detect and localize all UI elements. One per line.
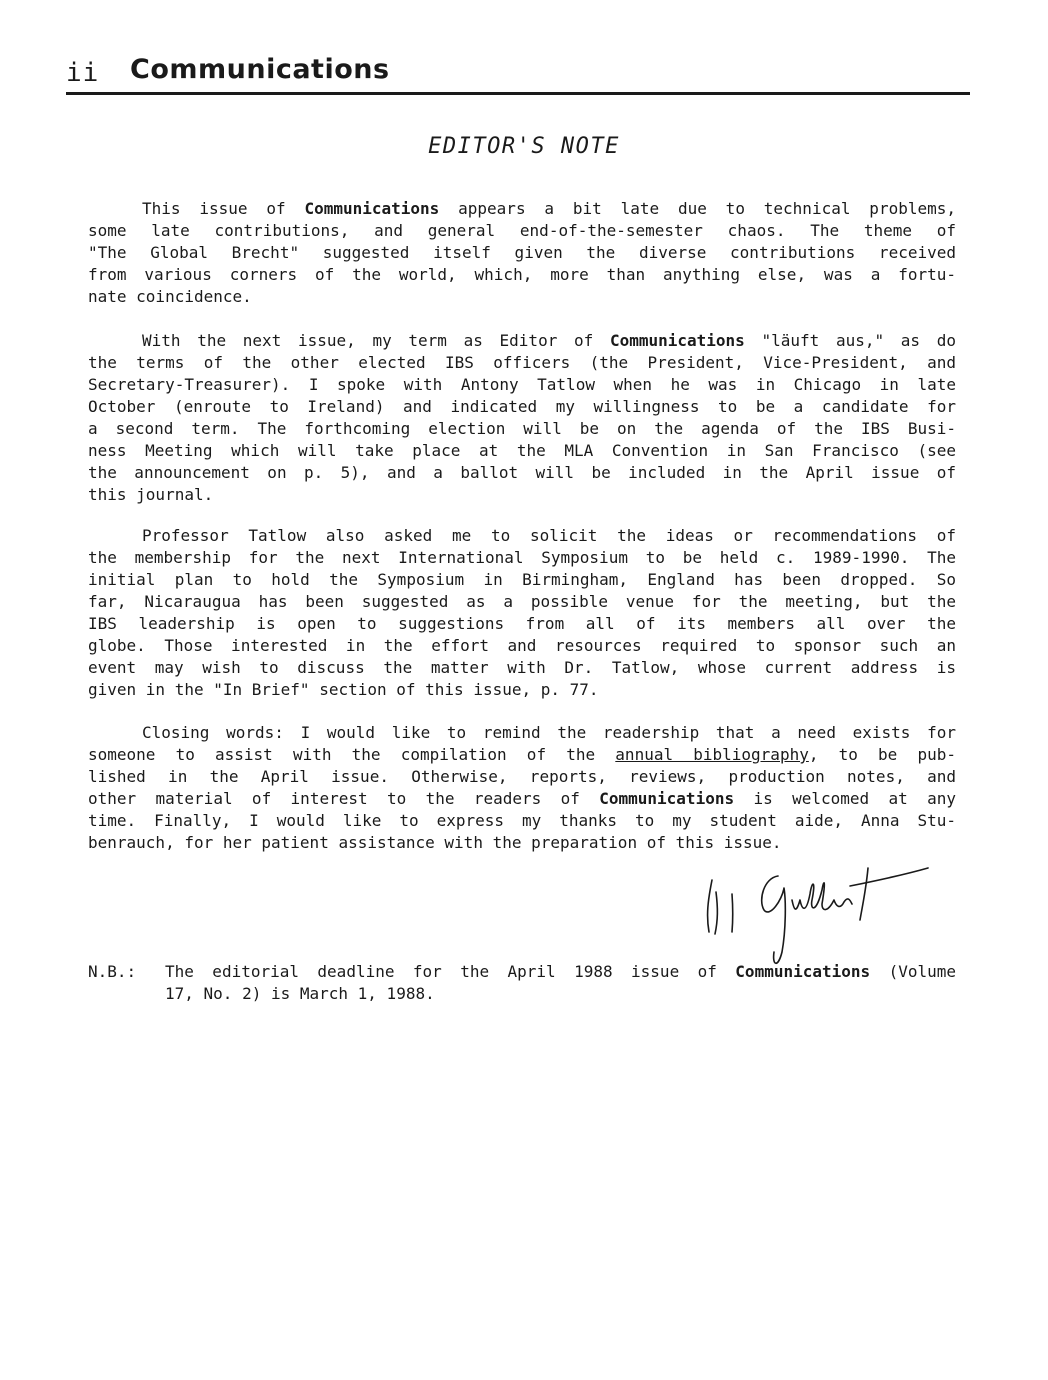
text-line [88,569,956,591]
text-run: (Volume [870,962,956,981]
text-line [88,352,956,374]
journal-name-bold: Communications [304,199,440,218]
text-line [88,484,956,506]
journal-title: Communications [130,54,390,85]
text-run: , to be pub- [808,745,957,764]
text-line [88,220,956,242]
text-line [88,679,956,701]
text-line [88,635,956,657]
underlined-text: annual bibliography [615,745,809,764]
text-line [88,810,956,832]
paragraph-3 [88,525,956,701]
text-line [88,613,956,635]
text-line [88,462,956,484]
text-line [88,286,956,308]
paragraph-1 [88,198,956,308]
text-run: this journal. [88,485,214,504]
text-run: Closing words: I would like to remind the readership that a need exists for [142,723,956,742]
text-run: 17, No. 2) is March 1, 1988. [165,984,435,1003]
text-run: The editorial deadline for the April 1988 issue of [165,962,736,981]
text-run: some late contributions, and general end-of-the-semester chaos. The theme of [88,221,956,240]
text-run: This issue of [142,199,305,218]
text-line [88,264,956,286]
text-run: the announcement on p. 5), and a ballot will be included in the April issue of [88,463,956,482]
text-line [88,722,956,744]
text-line [165,961,956,983]
text-run: event may wish to discuss the matter with Dr. Tatlow, whose current address is [88,658,956,677]
text-run: other material of interest to the readers of [88,789,600,808]
text-run: benrauch, for her patient assistance with the preparation of this issue. [88,833,782,852]
text-line [88,547,956,569]
text-run: given in the "In Brief" section of this issue, p. 77. [88,680,599,699]
text-line [165,983,956,1005]
text-line [88,418,956,440]
text-run: initial plan to hold the Symposium in Birmingham, England has been dropped. So [88,570,956,589]
header-rule [66,92,970,95]
text-line [88,396,956,418]
text-run: the membership for the next International Symposium to be held c. 1989-1990. The [88,548,956,567]
paragraph-4 [88,722,956,854]
page-title: EDITOR'S NOTE [428,134,620,159]
text-run: globe. Those interested in the effort and resources required to sponsor such an [88,636,956,655]
text-line [88,832,956,854]
text-line [88,766,956,788]
text-run: someone to assist with the compilation of the [88,745,616,764]
text-run: ness Meeting which will take place at the MLA Convention in San Francisco (see [88,441,956,460]
journal-name-bold: Communications [609,331,745,350]
text-line [88,591,956,613]
text-line [88,242,956,264]
page-number: ii [66,58,100,88]
nb-label: N.B.: [88,962,137,981]
text-line [88,198,956,220]
text-run: is welcomed at any [734,789,956,808]
text-run: "The Global Brecht" suggested itself given the diverse contributions received [88,243,956,262]
text-line [88,657,956,679]
text-run: time. Finally, I would like to express my thanks to my student aide, Anna Stu- [88,811,956,830]
text-line [88,330,956,352]
text-run: nate coincidence. [88,287,252,306]
text-run: far, Nicaraugua has been suggested as a possible venue for the meeting, but the [88,592,956,611]
text-run: lished in the April issue. Otherwise, reports, reviews, production notes, and [88,767,956,786]
journal-name-bold: Communications [735,962,871,981]
text-line [88,788,956,810]
text-run: "läuft aus," as do [744,331,956,350]
text-line [88,374,956,396]
text-run: appears a bit late due to technical problems, [439,199,957,218]
nb-text [165,961,956,1005]
text-line [88,525,956,547]
journal-name-bold: Communications [599,789,735,808]
text-run: Secretary-Treasurer). I spoke with Antony Tatlow when he was in Chicago in late [88,375,956,394]
running-header [66,54,970,94]
text-run: the terms of the other elected IBS officers (the President, Vice-President, and [88,353,956,372]
text-run: IBS leadership is open to suggestions from all of its members all over the [88,614,956,633]
text-run: With the next issue, my term as Editor of [142,331,610,350]
paragraph-2 [88,330,956,506]
text-run: Professor Tatlow also asked me to solicit the ideas or recommendations of [142,526,956,545]
text-run: October (enroute to Ireland) and indicated my willingness to be a candidate for [88,397,956,416]
text-run: from various corners of the world, which, more than anything else, was a fortu- [88,265,956,284]
text-line [88,440,956,462]
text-run: a second term. The forthcoming election will be on the agenda of the IBS Busi- [88,419,956,438]
text-line [88,744,956,766]
